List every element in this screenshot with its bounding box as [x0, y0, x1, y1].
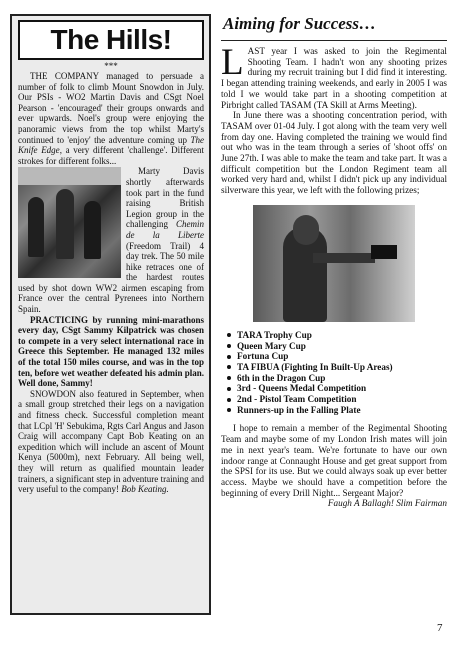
hills-paragraph-2: Marty Davis shortly afterwards took part in the fund raising British Legion group in the challenging Chemin de la Liberte (Freedom Trail) 4 day trek. The 50 mile hike retraces one of the hardest routes used by shot down WW2 airmen escaping from France over the central Pyrenees into Northern Spain. [18, 166, 204, 315]
drop-cap: L [221, 42, 244, 83]
prize-item: TA FIBUA (Fighting In Built-Up Areas) [225, 362, 447, 373]
pistol-shooter-photo [253, 205, 415, 322]
hills-article [10, 14, 211, 615]
aiming-paragraph-3: I hope to remain a member of the Regimental Shooting Team and maybe some of my London Irish mates will join me in next year's team. We're fortunate to have our own indoor range at Connaught House and get great support from the SPSI for its use. But we could always soak up ever better access. Maybe we should have a competition before the beginning of every Drill Night... Sergeant Major? [221, 423, 447, 498]
prize-item: Fortuna Cup [225, 351, 447, 362]
article-title-hills: The Hills! [18, 20, 204, 60]
author-signature: Faugh A Ballagh! Slim Fairman [327, 498, 447, 509]
prize-item: Runners-up in the Falling Plate [225, 405, 447, 416]
prize-item: 3rd - Queens Medal Competition [225, 383, 447, 394]
section-stars: *** [104, 61, 118, 71]
shooting-article [221, 14, 447, 509]
article-title-aiming: Aiming for Success… [223, 14, 377, 33]
prize-item: 6th in the Dragon Cup [225, 373, 447, 384]
prize-item: 2nd - Pistol Team Competition [225, 394, 447, 405]
aiming-paragraph-2: In June there was a shooting concentration period, with TASAM over 01-04 July. I got along with the team very well from day one. Having completed the training we would find out who was in the team through a series of 'shoot offs' on June 27th. I was able to make the team and take part. It was a difficult competition but the London Regiment team all worked very hard and, whilst I didn't pick up any individual silverware this year, we left with the following prizes; [221, 110, 447, 196]
hills-paragraph-4: SNOWDON also featured in September, when a small group stretched their legs on a navigation and fitness check. Successful completion meant that LCpl 'H' Sebukima, Rgts Carl Angus and Jason Craig will accompany Capt Bob Keating on an expedition which will include an ascent of Mount Kenya (5000m), next February. All being well, they will return as qualified mountain leader trainers, a significant step in adventure training and very useful to the company! Bob Keating. [18, 388, 204, 495]
prize-item: TARA Trophy Cup [225, 330, 447, 341]
hills-paragraph-1: THE COMPANY managed to persuade a number of folk to climb Mount Snowdon in July. Our PSIs - WO2 Martin Davis and CSgt Noel Pearson - 'encouraged' their groups onwards and ever upwards. Noel's group were enjoying the panoramic views from the top whilst Marty's continued to 'enjoy' the adventure coming up The Knife Edge, a very different 'challenge'. Different strokes for different folks... [18, 71, 205, 166]
snowdon-group-photo [18, 167, 121, 278]
page-number: 7 [437, 622, 443, 634]
prize-item: Queen Mary Cup [225, 341, 447, 352]
aiming-paragraph-1: LAST year I was asked to join the Regimental Shooting Team. I hadn't won any shooting prizes during my recruit training but I did find it interesting. I began attending training weekends, and early in 2005 I was told I we would take part in a shooting competition at Pirbright called TASAM (TA Skill at Arms Meeting). [221, 42, 447, 110]
title-rule [221, 40, 447, 41]
hills-paragraph-3: PRACTICING by running mini-marathons every day, CSgt Sammy Kilpatrick was chosen to compete in a very select international race in Greece this September. He managed 132 miles of the total 150 miles course, and was in the top ten, before wet weather defeated his admin plan. Well done, Sammy! [18, 314, 204, 389]
prizes-list [221, 330, 447, 416]
